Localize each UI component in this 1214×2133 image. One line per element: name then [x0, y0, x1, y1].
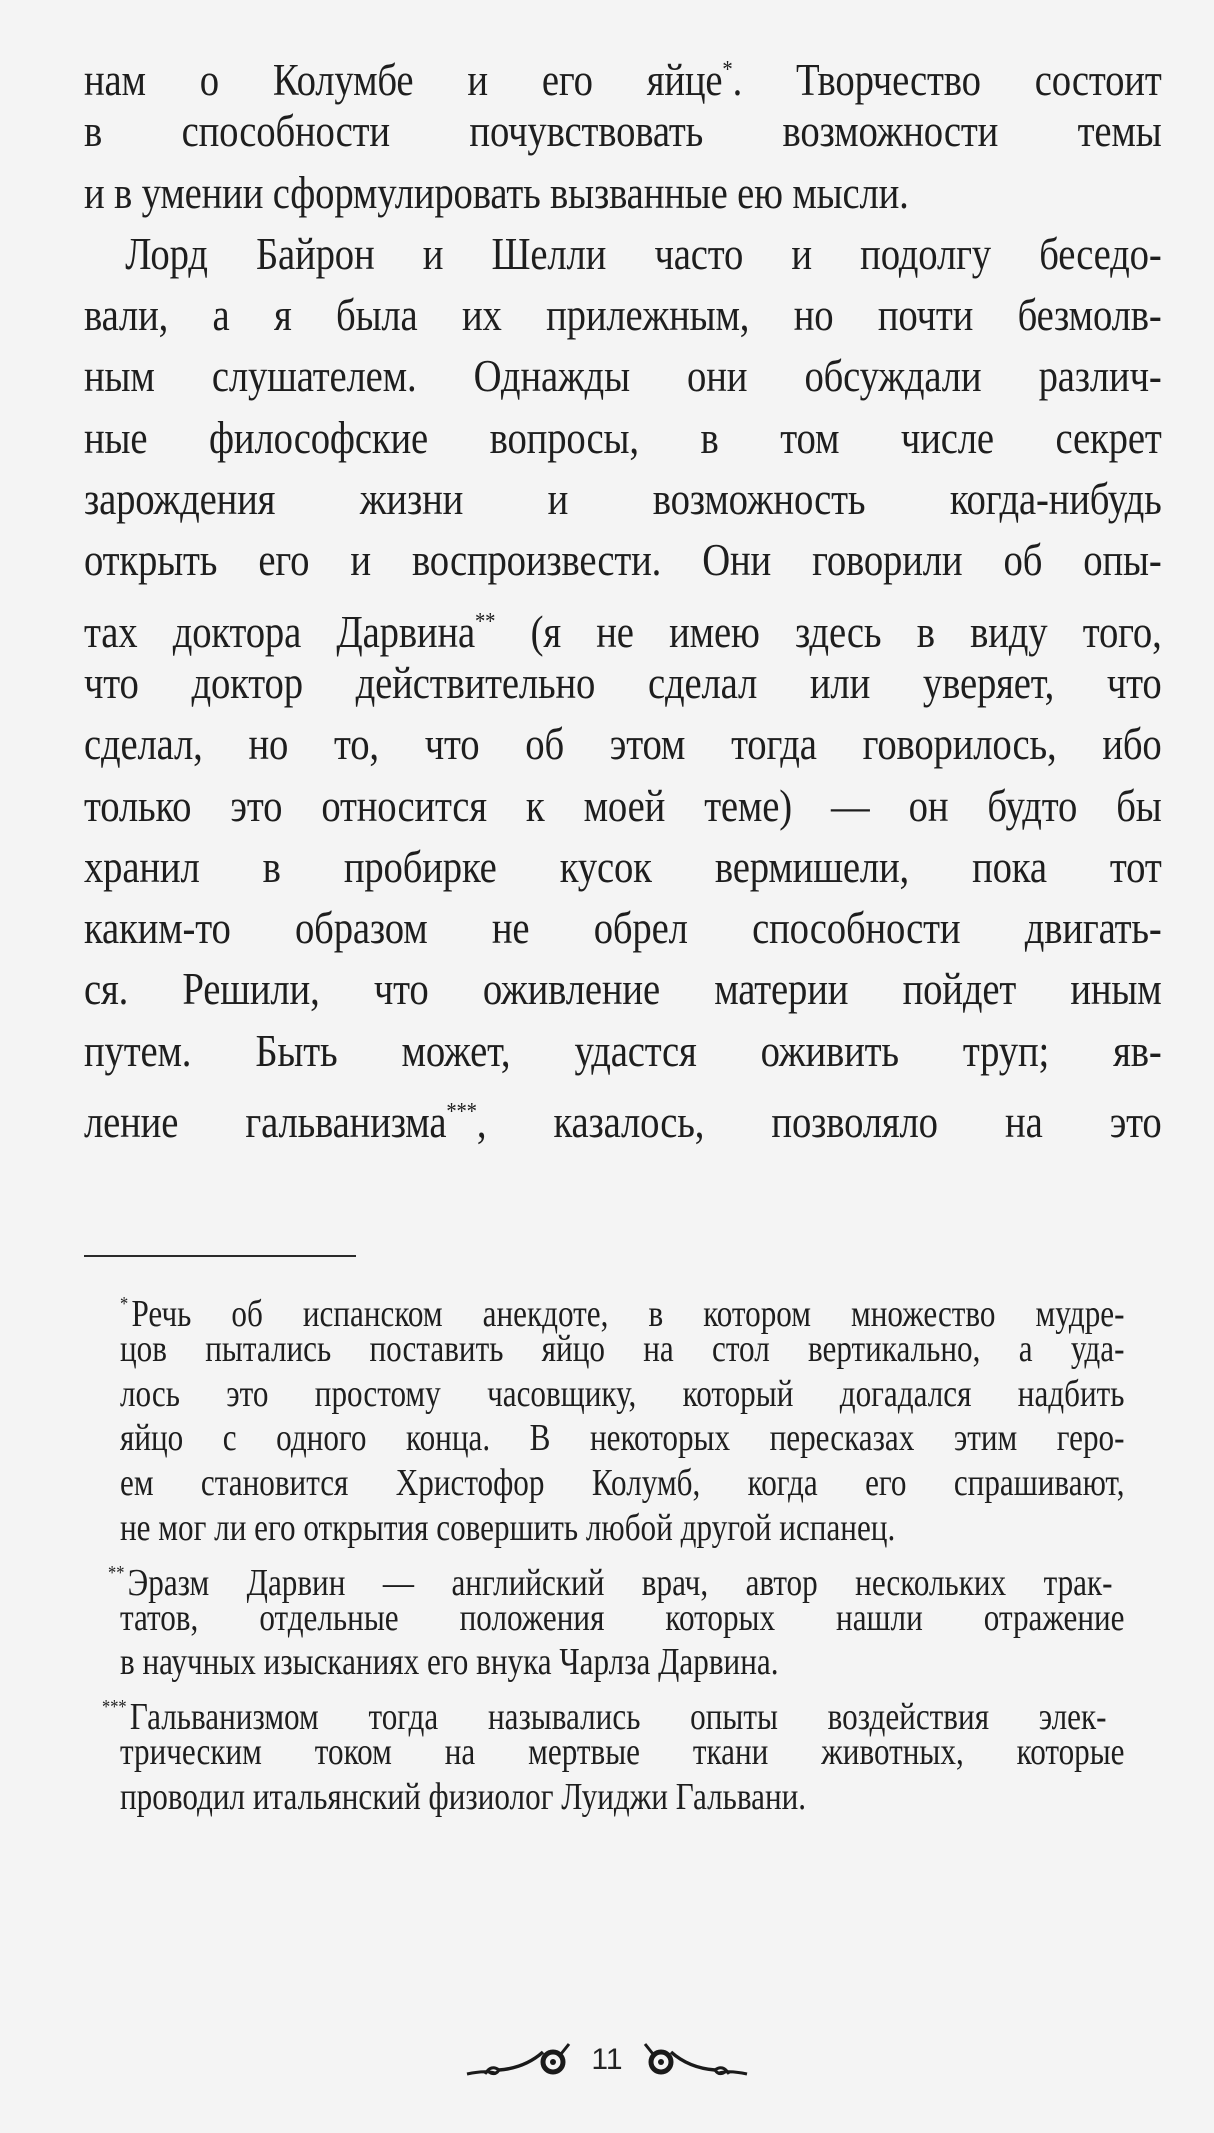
note-line: в научных изысканиях его внука Чарлза Дарвина. [120, 1641, 779, 1684]
text-line: каким-то образом не обрел способности двигать- [84, 903, 1162, 954]
note-line: лось это простому часовщику, который догадался надбить [120, 1372, 1125, 1415]
note-line [108, 1551, 1113, 1604]
text-segment: Эразм Дарвин — английский врач, автор нескольких трак- [127, 1561, 1113, 1604]
text-segment: (я не имею здесь в виду того, [495, 606, 1162, 657]
main-text [84, 40, 1162, 1148]
note-line: цов пытались поставить яйцо на стол вертикально, а уда- [120, 1327, 1125, 1370]
text-line: Лорд Байрон и Шелли часто и подолгу беседо- [125, 228, 1162, 279]
text-line: открыть его и воспроизвести. Они говорили об опы- [84, 535, 1162, 586]
text-segment: . Творчество состоит [732, 55, 1162, 105]
note-line: не мог ли его открытия совершить любой другой испанец. [120, 1506, 896, 1549]
note-line [102, 1685, 1107, 1739]
footnote-ref[interactable]: *** [446, 1099, 477, 1126]
note-line [120, 1282, 1125, 1335]
text-segment: Гальванизмом тогда назывались опыты воздействия элек- [129, 1696, 1107, 1739]
footnote-ref[interactable]: ** [475, 608, 496, 635]
text-line: вали, а я была их прилежным, но почти безмолв- [84, 290, 1162, 341]
scroll-ornament-left-icon [465, 2040, 575, 2080]
footnote-1 [120, 1282, 1162, 1551]
text-line: только это относится к моей теме) — он будто бы [84, 780, 1162, 831]
footnote-3 [102, 1685, 1162, 1819]
note-line: трическим током на мертвые ткани животных, которые [120, 1730, 1125, 1773]
text-line [84, 1082, 1162, 1148]
footnote-2 [108, 1551, 1162, 1685]
text-segment: Речь об испанском анекдоте, в котором множество мудре- [131, 1293, 1125, 1335]
text-segment: тах доктора Дарвина [84, 606, 476, 657]
text-line: ным слушателем. Однажды они обсуждали различ- [84, 351, 1162, 402]
note-line: ем становится Христофор Колумб, когда его спрашивают, [120, 1462, 1125, 1505]
text-line: что доктор действительно сделал или уверяет, что [84, 657, 1162, 708]
footnote-divider [84, 1255, 356, 1257]
text-line: и в умении сформулировать вызванные ею мысли. [84, 167, 909, 218]
footnote-mark: ** [108, 1561, 125, 1584]
text-segment: нам о Колумбе и его яйце [84, 55, 723, 105]
scroll-ornament-right-icon [639, 2040, 749, 2080]
text-line: хранил в пробирке кусок вермишели, пока тот [84, 841, 1162, 892]
text-line: ся. Решили, что оживление материи пойдет иным [84, 964, 1162, 1015]
page-number: 11 [591, 2043, 623, 2076]
footnote-ref[interactable]: * [722, 57, 733, 83]
footnote-mark: *** [102, 1696, 127, 1719]
note-line: татов, отдельные положения которых нашли отражение [120, 1596, 1125, 1639]
note-line: проводил итальянский физиолог Луиджи Гальвани. [120, 1775, 807, 1818]
text-line [84, 40, 1162, 105]
text-line: сделал, но то, что об этом тогда говорилось, ибо [84, 719, 1162, 770]
text-line [84, 592, 1162, 657]
page-footer [0, 2030, 1214, 2090]
footnote-mark: * [120, 1293, 129, 1315]
text-segment: ление гальванизма [84, 1097, 447, 1148]
text-line: путем. Быть может, удастся оживить труп; яв- [84, 1025, 1162, 1076]
text-line: в способности почувствовать возможности темы [84, 106, 1162, 157]
note-line: яйцо с одного конца. В некоторых пересказах этим геро- [120, 1417, 1125, 1460]
text-segment: , казалось, позволяло на это [476, 1097, 1162, 1148]
footnotes [102, 1282, 1162, 1820]
text-line: ные философские вопросы, в том числе секрет [84, 412, 1162, 463]
text-line: зарождения жизни и возможность когда-нибудь [84, 474, 1162, 525]
